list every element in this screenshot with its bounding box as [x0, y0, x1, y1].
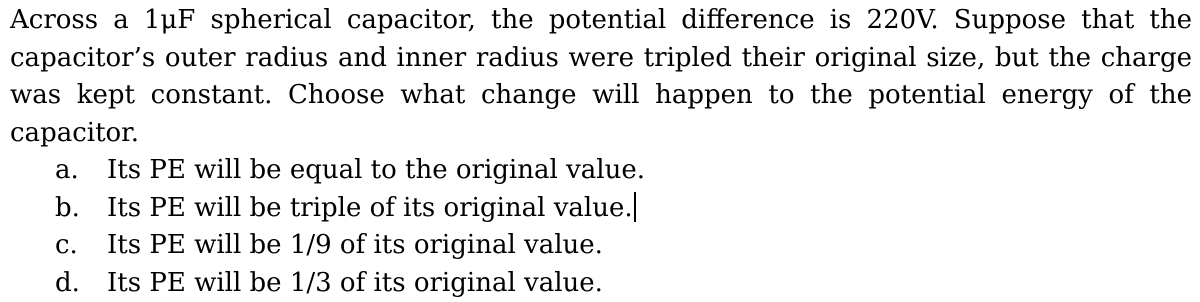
answer-options: [10, 152, 1192, 302]
text-cursor: [634, 192, 636, 222]
option-a-text: Its PE will be equal to the original value.: [107, 155, 645, 185]
option-c-text: Its PE will be 1/9 of its original value.: [107, 230, 603, 260]
option-d[interactable]: [10, 265, 1192, 302]
option-d-letter: d.: [55, 265, 80, 302]
option-b-text: Its PE will be triple of its original value.: [107, 193, 633, 223]
option-b-letter: b.: [55, 190, 80, 228]
option-d-text: Its PE will be 1/3 of its original value.: [107, 268, 603, 298]
option-a[interactable]: [10, 152, 1192, 190]
option-b[interactable]: [10, 190, 1192, 228]
option-a-letter: a.: [55, 152, 79, 190]
document-body: [10, 2, 1192, 302]
option-c[interactable]: [10, 227, 1192, 265]
question-text: Across a 1μF spherical capacitor, the potential difference is 220V. Suppose that the capacitor’s outer radius and inner radius were tripled their original size, but the charge was kept constant. Choose what change will happen to the potential energy of the capacitor.: [10, 2, 1192, 152]
option-c-letter: c.: [55, 227, 78, 265]
